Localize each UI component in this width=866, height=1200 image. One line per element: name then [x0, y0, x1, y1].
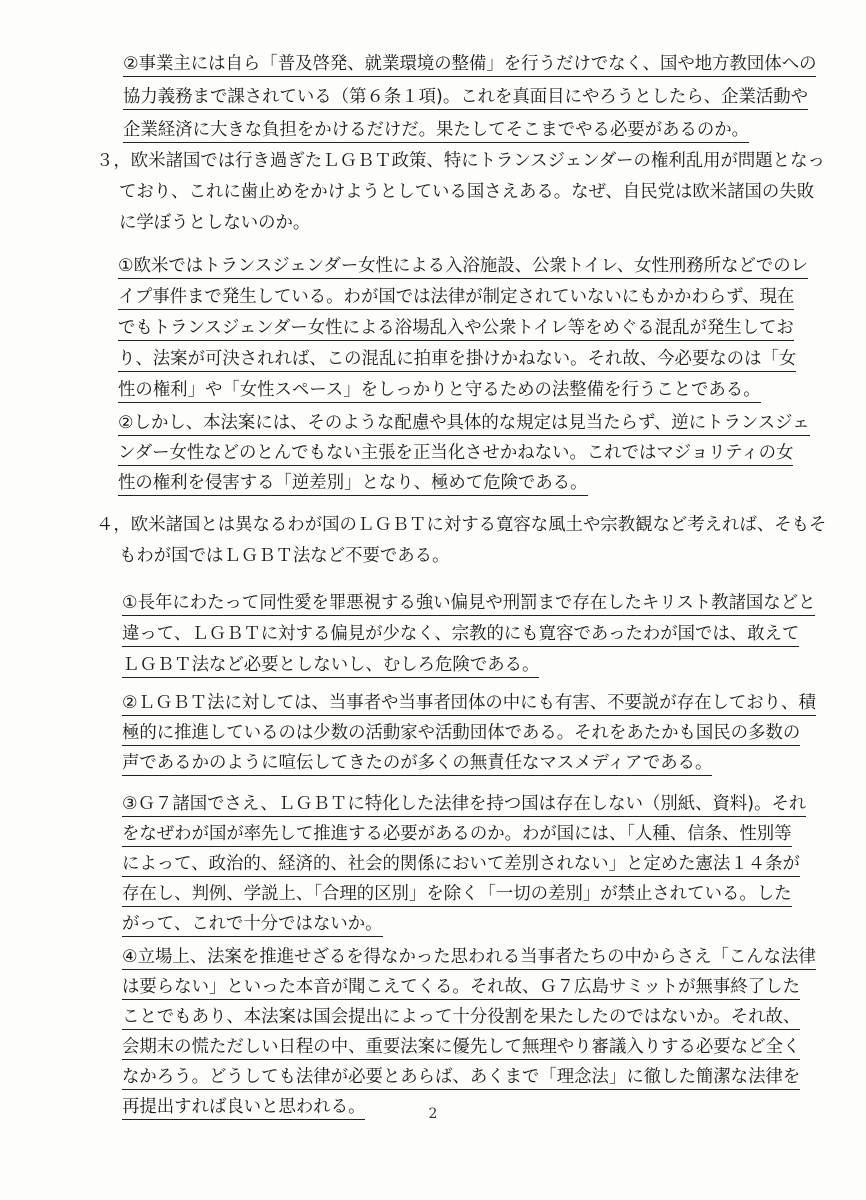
text-line: ①長年にわたって同性愛を罪悪視する強い偏見や刑罰まで存在したキリスト教諸国などと: [122, 595, 815, 616]
text-line: り、法案が可決されれば、この混乱に拍車を掛けかねない。それ故、今必要なのは「女: [118, 351, 796, 372]
text-line: ており、これに歯止めをかけようとしている国さえある。なぜ、自民党は欧米諸国の失敗: [119, 182, 815, 202]
text-line: がって、これで十分ではないか。: [122, 916, 383, 937]
page-number: 2: [428, 1106, 438, 1122]
text-line: 存在し、判例、学説上、「合理的区別」を除く「一切の差別」が禁止されている。した: [122, 886, 792, 907]
text-line: 会期末の慌ただしい日程の中、重要法案に優先して無理やり審議入りする必要など全く: [122, 1039, 800, 1060]
text-line: に学ぼうとしないのか。: [119, 213, 311, 233]
text-line: によって、政治的、経済的、社会的関係において差別されない」と定めた憲法１４条が: [122, 856, 800, 877]
text-line: ンダー女性などのとんでもない主張を正当化させかねない。これではマジョリティの女: [118, 445, 793, 466]
text-line: ことでもあり、本法案は国会提出によって十分役割を果たしたのではないか。それ故、: [122, 1009, 800, 1030]
text-line: 極的に推進しているのは少数の活動家や活動団体である。それをあたかも国民の多数の: [122, 725, 800, 746]
text-line: 再提出すれば良いと思われる。: [122, 1099, 365, 1120]
text-line: なかろう。どうしても法律が必要とあらば、あくまで「理念法」に徹した簡潔な法律を: [122, 1069, 800, 1090]
text-line: 協力義務まで課されている（第６条１項)。これを真面目にやろうとしたら、企業活動や: [123, 89, 808, 110]
text-line: ＬＧＢＴ法など必要としないし、むしろ危険である。: [122, 657, 539, 678]
text-line: イプ事件まで発生している。わが国では法律が制定されていないにもかかわらず、現在: [118, 289, 794, 310]
text-line: ②しかし、本法案には、そのような配慮や具体的な規定は見当たらず、逆にトランスジェ: [118, 415, 810, 436]
text-line: 違って、ＬＧＢＴに対する偏見が少なく、宗教的にも寛容であったわが国では、敢えて: [122, 626, 799, 647]
text-line: でもトランスジェンダー女性による浴場乱入や公衆トイレ等をめぐる混乱が発生してお: [118, 320, 794, 341]
text-line: 声であるかのように喧伝してきたのが多くの無責任なマスメディアである。: [122, 755, 712, 776]
text-line: ②事業主には自ら「普及啓発、就業環境の整備」を行うだけでなく、国や地方教団体への: [123, 56, 816, 77]
text-line: ④立場上、法案を推進せざるを得なかった思われる当事者たちの中からさえ「こんな法律: [122, 949, 816, 970]
text-line: ３，欧米諸国では行き過ぎたＬＧＢＴ政策、特にトランスジェンダーの権利乱用が問題となっ: [96, 151, 825, 171]
text-line: 企業経済に大きな負担をかけるだけだ。果たしてそこまでやる必要があるのか。: [123, 122, 749, 143]
text-line: ②ＬＧＢＴ法に対しては、当事者や当事者団体の中にも有害、不要説が存在しており、積: [122, 695, 816, 716]
text-line: 性の権利」や「女性スペース」をしっかりと守るための法整備を行うことである。: [118, 382, 761, 403]
text-line: ４，欧米諸国とは異なるわが国のＬＧＢＴに対する寛容な風土や宗教観など考えれば、そもそ: [96, 515, 827, 535]
text-line: もわが国ではＬＧＢＴ法など不要である。: [119, 546, 450, 566]
text-line: ①欧米ではトランスジェンダー女性による入浴施設、公衆トイレ、女性刑務所などでのレ: [118, 258, 808, 279]
text-line: は要らない」といった本音が聞こえてくる。それ故、Ｇ７広島サミットが無事終了した: [122, 979, 800, 1000]
text-line: をなぜわが国が率先して推進する必要があるのか。わが国には、「人種、信条、性別等: [122, 826, 792, 847]
text-line: 性の権利を侵害する「逆差別」となり、極めて危険である。: [118, 475, 588, 496]
text-line: ③Ｇ７諸国でさえ、ＬＧＢＴに特化した法律を持つ国は存在しない（別紙、資料)。それ: [122, 796, 806, 817]
